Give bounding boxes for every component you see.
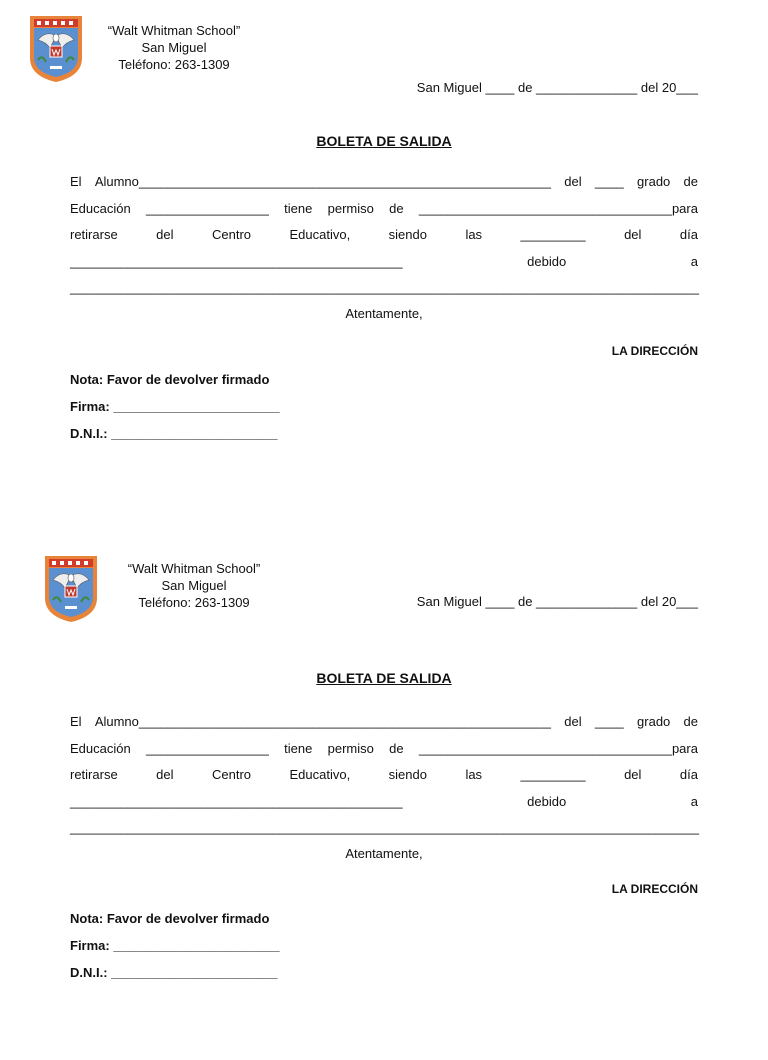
body-word: Educativo, <box>289 767 351 782</box>
body-line <box>70 199 698 226</box>
direction-signature: LA DIRECCIÓN <box>611 882 698 896</box>
body-word: del <box>156 227 174 242</box>
body-line <box>70 792 698 819</box>
body-word: del <box>156 767 174 782</box>
school-header <box>84 560 304 611</box>
body-word: las <box>465 227 483 242</box>
school-name: “Walt Whitman School” <box>127 561 261 576</box>
body-word: Educación <box>70 200 131 216</box>
body-word: día <box>679 767 698 782</box>
body-line <box>70 225 698 252</box>
return-note: Nota: Favor de devolver firmado <box>70 372 270 387</box>
body-word: de <box>389 200 404 216</box>
document-title: BOLETA DE SALIDA <box>316 670 452 686</box>
body-word: Educativo, <box>289 227 351 242</box>
direction-signature: LA DIRECCIÓN <box>611 344 698 358</box>
body-word: las <box>465 767 483 782</box>
body-line <box>70 739 698 766</box>
body-line <box>70 278 698 305</box>
body-word: _______________________________________________________________________________________ <box>70 280 700 295</box>
body-line <box>70 818 698 845</box>
dateline: San Miguel ____ de ______________ del 20___ <box>416 594 698 609</box>
body-word: retirarse <box>70 767 118 782</box>
body-word: grado <box>637 714 671 729</box>
school-city: San Miguel <box>141 40 207 55</box>
body-line <box>70 252 698 279</box>
body-word: Alumno_________________________________________________________ <box>94 714 551 729</box>
body-word: debido <box>527 253 567 269</box>
signature-field: Firma: _______________________ <box>70 938 280 953</box>
greeting: Atentamente, <box>345 306 423 321</box>
body-word: del <box>624 227 642 242</box>
body-word: de <box>683 174 698 189</box>
body-word: ______________________________________________ <box>70 793 403 809</box>
body-word: del <box>564 714 582 729</box>
school-phone: Teléfono: 263-1309 <box>118 57 230 72</box>
body-word: a <box>690 793 698 809</box>
body-word: _______________________________________________________________________________________ <box>70 820 700 835</box>
body-line <box>70 172 698 199</box>
body-word: tiene <box>284 200 313 216</box>
greeting: Atentamente, <box>345 846 423 861</box>
dateline: San Miguel ____ de ______________ del 20___ <box>416 80 698 95</box>
body-word: siendo <box>388 767 427 782</box>
body-word: Centro <box>211 227 252 242</box>
body-word: _________ <box>520 227 586 242</box>
body-word: Educación <box>70 740 131 756</box>
body-word: _________________ <box>145 740 269 756</box>
body-word: grado <box>637 174 671 189</box>
body-word: ___________________________________para <box>418 740 698 756</box>
body-word: día <box>679 227 698 242</box>
body-word: a <box>690 253 698 269</box>
body-word: _________________ <box>145 200 269 216</box>
return-note: Nota: Favor de devolver firmado <box>70 911 270 926</box>
body-word: ____ <box>594 714 624 729</box>
exit-slip-copy-2 <box>0 540 768 1060</box>
exit-slip-copy-1 <box>0 0 768 520</box>
body-word: del <box>624 767 642 782</box>
body-word: El <box>70 174 82 189</box>
body-word: _________ <box>520 767 586 782</box>
body-line <box>70 712 698 739</box>
school-name: “Walt Whitman School” <box>107 23 241 38</box>
body-word: debido <box>527 793 567 809</box>
body-word: de <box>389 740 404 756</box>
slip-body <box>70 712 698 845</box>
body-word: del <box>564 174 582 189</box>
dni-field: D.N.I.: _______________________ <box>70 426 278 441</box>
body-word: permiso <box>327 200 374 216</box>
school-header <box>64 22 284 73</box>
body-line <box>70 765 698 792</box>
body-word: Centro <box>211 767 252 782</box>
body-word: tiene <box>284 740 313 756</box>
body-word: El <box>70 714 82 729</box>
body-word: retirarse <box>70 227 118 242</box>
body-word: Alumno_________________________________________________________ <box>94 174 551 189</box>
body-word: de <box>683 714 698 729</box>
body-word: ____ <box>594 174 624 189</box>
body-word: ___________________________________para <box>418 200 698 216</box>
body-word: siendo <box>388 227 427 242</box>
slip-body <box>70 172 698 305</box>
school-phone: Teléfono: 263-1309 <box>138 595 250 610</box>
school-city: San Miguel <box>161 578 227 593</box>
signature-field: Firma: _______________________ <box>70 399 280 414</box>
body-word: ______________________________________________ <box>70 253 403 269</box>
dni-field: D.N.I.: _______________________ <box>70 965 278 980</box>
document-title: BOLETA DE SALIDA <box>316 133 452 149</box>
body-word: permiso <box>327 740 374 756</box>
